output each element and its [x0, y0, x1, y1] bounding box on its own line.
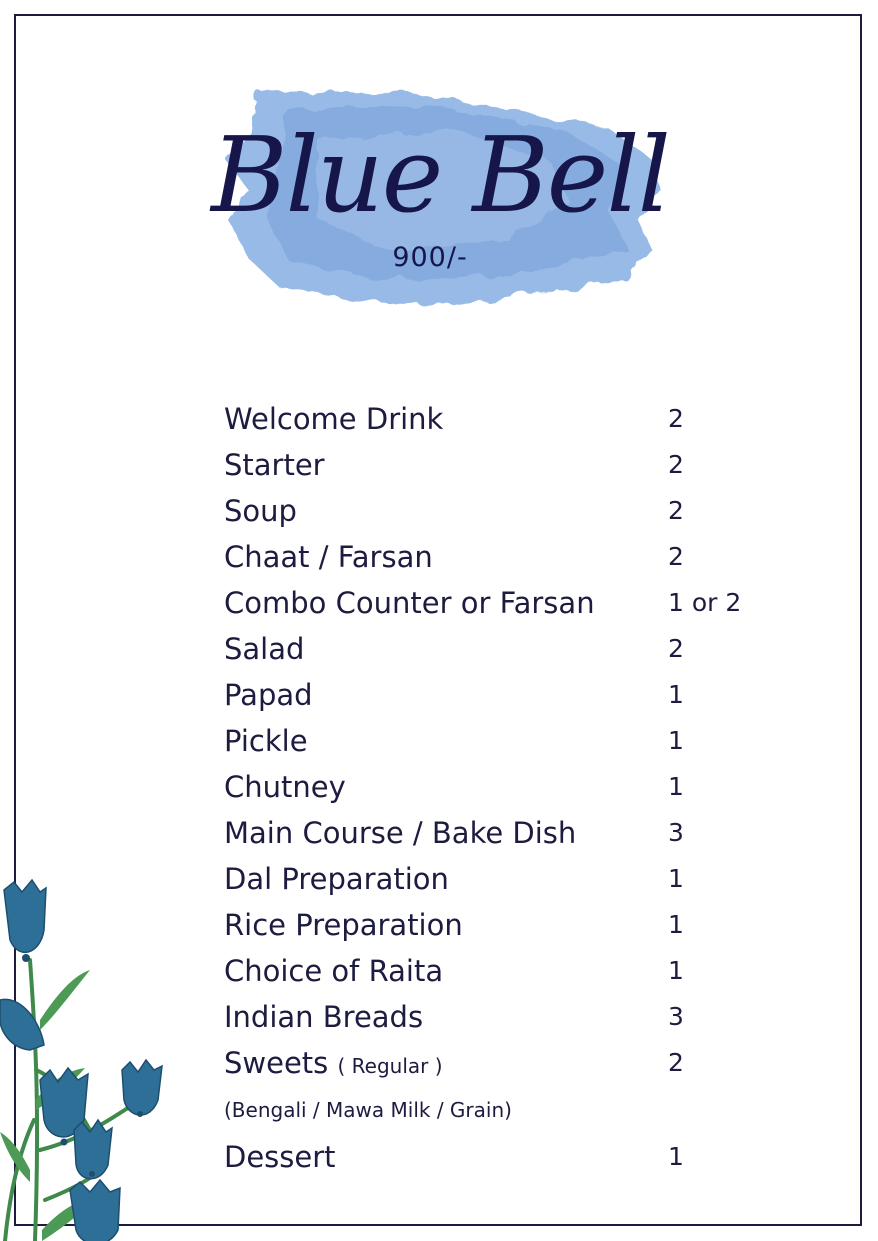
- item-qty: 2: [668, 542, 684, 571]
- item-name: Dal Preparation: [224, 862, 449, 896]
- item-qty: 2: [668, 634, 684, 663]
- item-qty: 1: [668, 864, 684, 893]
- sweets-label: Sweets: [224, 1046, 329, 1080]
- menu-item-pickle: [224, 718, 784, 764]
- item-qty: 1 or 2: [668, 588, 742, 617]
- item-name: Indian Breads: [224, 1000, 424, 1034]
- sweets-detail-row: [224, 1086, 784, 1134]
- menu-item-salad: [224, 626, 784, 672]
- menu-price: 900/-: [392, 242, 468, 273]
- sweets-note: ( Regular ): [337, 1054, 443, 1078]
- item-qty: 1: [668, 772, 684, 801]
- menu-item-rice-preparation: [224, 902, 784, 948]
- item-qty: 2: [668, 496, 684, 525]
- item-qty: 2: [668, 450, 684, 479]
- item-qty: 2: [668, 1048, 684, 1077]
- menu-item-indian-breads: [224, 994, 784, 1040]
- item-qty: 1: [668, 910, 684, 939]
- item-name: Chaat / Farsan: [224, 540, 433, 574]
- item-name: [224, 1040, 443, 1089]
- item-qty: 3: [668, 818, 684, 847]
- item-name: Main Course / Bake Dish: [224, 816, 577, 850]
- menu-item-dessert: [224, 1134, 784, 1180]
- menu-item-chaat-farsan: [224, 534, 784, 580]
- item-name: Dessert: [224, 1140, 336, 1174]
- menu-item-main-course: [224, 810, 784, 856]
- item-name: Starter: [224, 448, 325, 482]
- menu-item-chutney: [224, 764, 784, 810]
- item-name: Soup: [224, 494, 297, 528]
- menu-list: [224, 396, 784, 1180]
- item-name: Combo Counter or Farsan: [224, 586, 595, 620]
- item-qty: 3: [668, 1002, 684, 1031]
- menu-item-combo-counter: [224, 580, 784, 626]
- item-name: Papad: [224, 678, 313, 712]
- item-qty: 1: [668, 1142, 684, 1171]
- bluebell-flowers-illustration: [0, 870, 200, 1241]
- item-name: Welcome Drink: [224, 402, 444, 436]
- item-qty: 2: [668, 404, 684, 433]
- menu-item-sweets: [224, 1040, 784, 1086]
- menu-item-welcome-drink: [224, 396, 784, 442]
- item-name: Salad: [224, 632, 305, 666]
- menu-title: Blue Bell: [211, 114, 669, 236]
- item-name: Choice of Raita: [224, 954, 444, 988]
- item-qty: 1: [668, 956, 684, 985]
- menu-item-soup: [224, 488, 784, 534]
- menu-item-starter: [224, 442, 784, 488]
- menu-item-dal-preparation: [224, 856, 784, 902]
- menu-item-papad: [224, 672, 784, 718]
- item-name: Rice Preparation: [224, 908, 463, 942]
- item-qty: 1: [668, 680, 684, 709]
- item-name: Pickle: [224, 724, 308, 758]
- item-qty: 1: [668, 726, 684, 755]
- item-name: Chutney: [224, 770, 346, 804]
- menu-item-raita: [224, 948, 784, 994]
- sweets-detail: (Bengali / Mawa Milk / Grain): [224, 1098, 512, 1122]
